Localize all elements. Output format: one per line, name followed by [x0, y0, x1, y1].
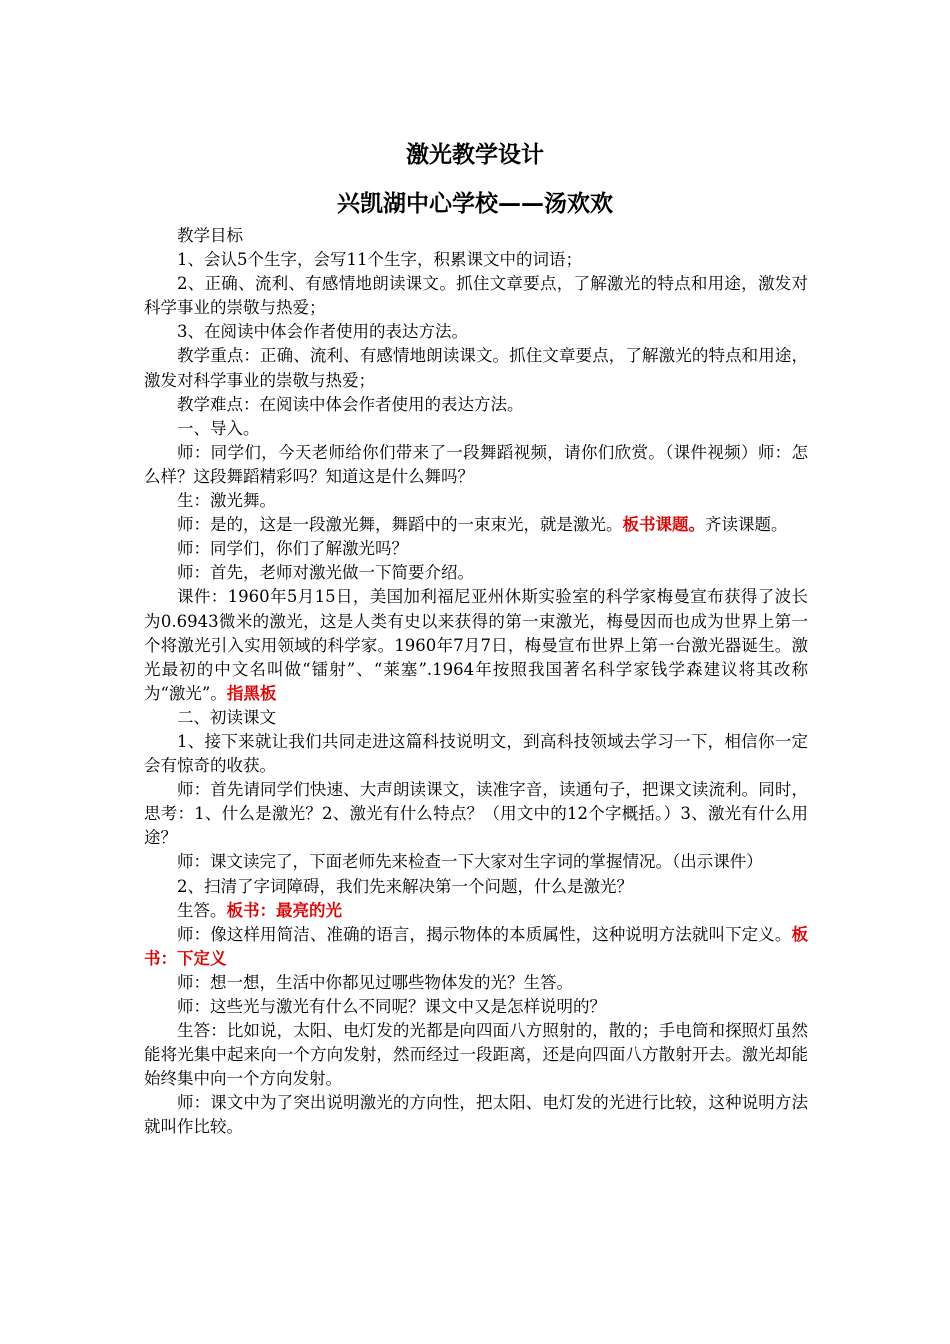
board-note: 板书课题。 — [622, 515, 705, 535]
board-note: 指黑板 — [226, 683, 277, 703]
paragraph: 师：想一想，生活中你都见过哪些物体发的光？生答。 — [177, 972, 573, 992]
board-note: 板书：下定义 — [144, 924, 808, 968]
paragraph: 师：这些光与激光有什么不同呢？课文中又是怎样说明的？ — [177, 997, 606, 1016]
paragraph: 生答。板书：最亮的光 — [177, 900, 342, 920]
paragraph: 一、导入。 — [177, 418, 260, 438]
document-title: 激光教学设计 — [406, 142, 544, 168]
paragraph: 二、初读课文 — [177, 707, 276, 727]
paragraph: 师：首先，老师对激光做一下简要介绍。 — [177, 563, 474, 583]
paragraph: 3、在阅读中体会作者使用的表达方法。 — [177, 322, 468, 342]
paragraph: 1、会认5个生字，会写11个生字，积累课文中的词语； — [177, 250, 582, 270]
document-body — [144, 224, 808, 1140]
paragraph: 师：课文中为了突出说明激光的方向性，把太阳、电灯发的光进行比较，这种说明方法就叫作比较。 — [144, 1093, 808, 1137]
paragraph: 1、接下来就让我们共同走进这篇科技说明文，到高科技领域去学习一下，相信你一定会有惊奇的收获。 — [144, 731, 808, 776]
paragraph: 师：首先请同学们快速、大声朗读课文，读准字音，读通句子，把课文读流利。同时，思考：1、什么是激光？2、激光有什么特点？（用文中的12个字概括。）3、激光有什么用途？ — [144, 780, 808, 848]
paragraph: 师：课文读完了，下面老师先来检查一下大家对生字词的掌握情况。（出示课件） — [177, 852, 763, 872]
paragraph: 2、扫清了字词障碍，我们先来解决第一个问题，什么是激光？ — [177, 876, 633, 896]
paragraph: 教学难点：在阅读中体会作者使用的表达方法。 — [177, 394, 524, 414]
paragraph: 教学重点：正确、流利、有感情地朗读课文。抓住文章要点，了解激光的特点和用途，激发对科学事业的崇敬与热爱； — [144, 346, 808, 390]
board-note: 板书：最亮的光 — [226, 900, 342, 920]
paragraph: 2、正确、流利、有感情地朗读课文。抓住文章要点，了解激光的特点和用途，激发对科学事业的崇敬与热爱； — [144, 274, 808, 318]
paragraph: 师：同学们，今天老师给你们带来了一段舞蹈视频，请你们欣赏。（课件视频）师：怎么样？这段舞蹈精彩吗？知道这是什么舞吗？ — [144, 442, 808, 486]
document-subtitle: 兴凯湖中心学校——汤欢欢 — [337, 191, 613, 217]
paragraph: 生答：比如说，太阳、电灯发的光都是向四面八方照射的，散的；手电筒和探照灯虽然能将光集中起来向一个方向发射，然而经过一段距离，还是向四面八方散射开去。激光却能始终集中向一个方向发射。 — [144, 1021, 808, 1089]
paragraph: 教学目标 — [177, 226, 243, 245]
paragraph: 师：是的，这是一段激光舞，舞蹈中的一束束光，就是激光。板书课题。齐读课题。 — [177, 515, 788, 535]
paragraph: 课件：1960年5月15日，美国加利福尼亚州休斯实验室的科学家梅曼宣布获得了波长为0.6943微米的激光，这是人类有史以来获得的第一束激光，梅曼因而也成为世界上第一个将激光引入实用领域的科学家。1960年7月7日，梅曼宣布世界上第一台激光器诞生。激光最初的中文名叫做“镭射”、“莱塞”.1964年按照我国著名科学家钱学森建议将其改称为“激光”。指黑板 — [144, 587, 808, 703]
paragraph: 师：同学们，你们了解激光吗？ — [177, 539, 408, 559]
paragraph: 师：像这样用简洁、准确的语言，揭示物体的本质属性，这种说明方法就叫下定义。板书：下定义 — [144, 924, 808, 968]
paragraph: 生：激光舞。 — [177, 491, 276, 511]
